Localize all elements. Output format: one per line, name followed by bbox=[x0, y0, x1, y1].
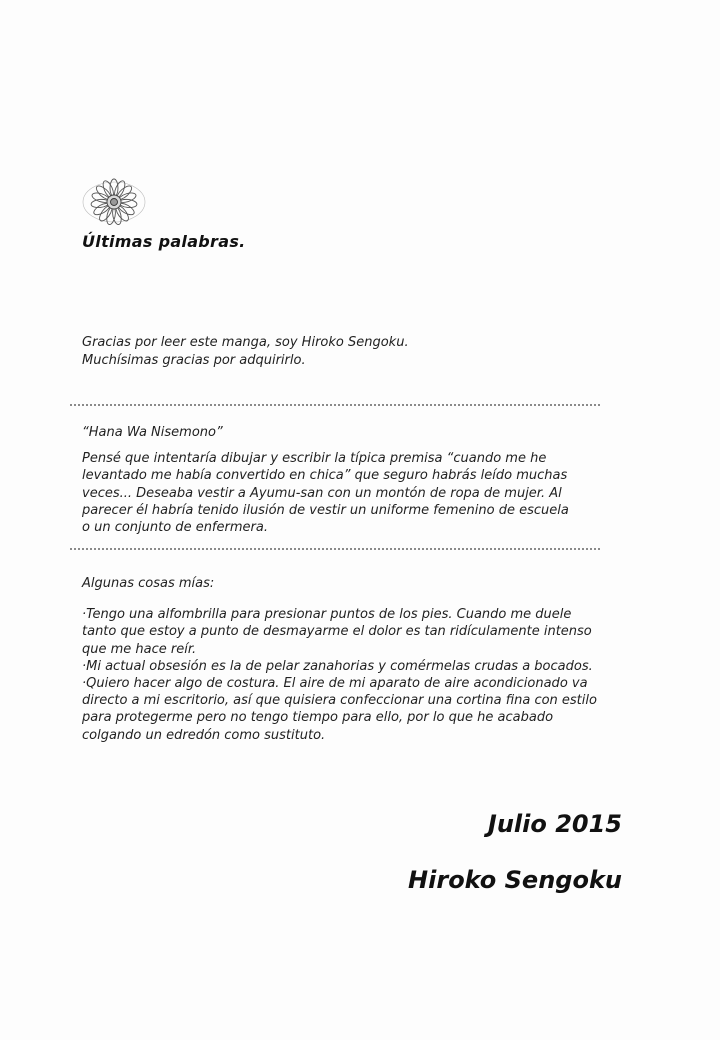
section-line: ·Tengo una alfombrilla para presionar puntos de los pies. Cuando me duele bbox=[82, 607, 572, 623]
section-title: Algunas cosas mías: bbox=[82, 576, 215, 591]
section-line: parecer él habría tenido ilusión de vestir un uniforme femenino de escuela bbox=[82, 502, 569, 518]
section-line: ·Quiero hacer algo de costura. El aire de mi aparato de aire acondicionado va bbox=[82, 676, 588, 692]
section-line: tanto que estoy a punto de desmayarme el dolor es tan ridículamente intenso bbox=[82, 624, 592, 640]
section-line: o un conjunto de enfermera. bbox=[82, 520, 268, 536]
section-algunas-cosas bbox=[82, 575, 642, 744]
signature-date: Julio 2015 bbox=[487, 810, 622, 838]
section-line: ·Mi actual obsesión es la de pelar zanahorias y comérmelas crudas a bocados. bbox=[82, 658, 593, 674]
section-line: directo a mi escritorio, así que quisiera confeccionar una cortina fina con estilo bbox=[82, 693, 597, 709]
section-line: colgando un edredón como sustituto. bbox=[82, 727, 326, 743]
section-line: veces... Deseaba vestir a Ayumu-san con un montón de ropa de mujer. Al bbox=[82, 485, 562, 501]
dotted-divider bbox=[70, 404, 600, 406]
section-line: levantado me había convertido en chica” que seguro habrás leído muchas bbox=[82, 468, 568, 484]
intro-line: Gracias por leer este manga, soy Hiroko Sengoku. bbox=[82, 335, 409, 350]
flower-icon bbox=[80, 178, 148, 226]
section-line: Pensé que intentaría dibujar y escribir la típica premisa “cuando me he bbox=[82, 451, 547, 467]
intro-line: Muchísimas gracias por adquirirlo. bbox=[82, 353, 306, 368]
section-hana-wa-nisemono bbox=[82, 424, 642, 536]
section-line: que me hace reír. bbox=[82, 641, 197, 657]
page-heading: Últimas palabras. bbox=[82, 232, 246, 251]
signature-author: Hiroko Sengoku bbox=[408, 866, 622, 894]
section-line: para protegerme pero no tengo tiempo para ello, por lo que he acabado bbox=[82, 710, 554, 726]
section-title: “Hana Wa Nisemono” bbox=[82, 425, 223, 440]
intro-paragraph bbox=[82, 334, 642, 370]
dotted-divider bbox=[70, 548, 600, 550]
